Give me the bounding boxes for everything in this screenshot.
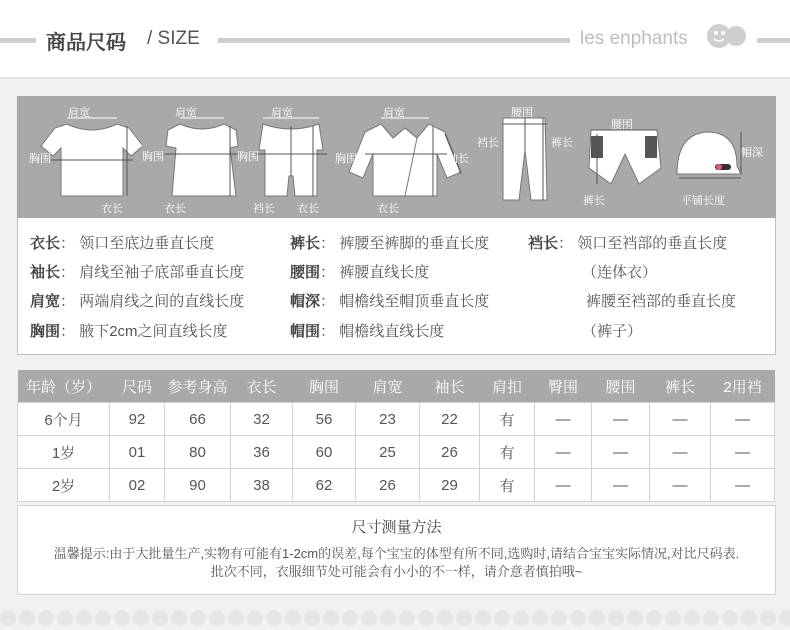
table-cell: 25 bbox=[356, 436, 420, 469]
table-cell: 2岁 bbox=[18, 469, 110, 502]
tshirt-label-shoulder: 肩宽 bbox=[68, 107, 90, 119]
header-size: 尺码 bbox=[110, 370, 165, 403]
table-cell: 32 bbox=[231, 403, 293, 436]
dress-label-shoulder: 肩宽 bbox=[175, 107, 197, 119]
tshirt-label-length: 衣长 bbox=[101, 203, 123, 215]
header-waist: 腰围 bbox=[592, 370, 650, 403]
table-row bbox=[18, 469, 775, 502]
table-cell: 62 bbox=[293, 469, 356, 502]
header-bar bbox=[0, 0, 790, 78]
definition-waist: 腰围： 裤腰直线长度 bbox=[290, 264, 430, 281]
table-cell: 1岁 bbox=[18, 436, 110, 469]
table-cell: — bbox=[711, 436, 775, 469]
header-sleeve: 袖长 bbox=[420, 370, 480, 403]
table-cell: — bbox=[592, 469, 650, 502]
header-pants-length: 裤长 bbox=[650, 370, 711, 403]
definition-crotch-pants-note: （裤子） bbox=[582, 323, 643, 340]
table-cell: 02 bbox=[110, 469, 165, 502]
table-cell: 56 bbox=[293, 403, 356, 436]
romper-label-chest: 胸围 bbox=[237, 151, 259, 163]
definition-length: 衣长： 领口至底边垂直长度 bbox=[30, 235, 215, 252]
shorts-label-waist: 腰围 bbox=[611, 119, 633, 131]
hat-label-flat-length: 平铺长度 bbox=[681, 195, 725, 207]
shorts-label-length: 裤长 bbox=[583, 195, 605, 207]
measurement-definitions bbox=[17, 218, 776, 355]
dress-label-chest: 胸围 bbox=[142, 151, 164, 163]
jacket-label-chest: 胸围 bbox=[335, 153, 357, 165]
hat-diagram bbox=[667, 104, 775, 214]
size-table bbox=[17, 370, 774, 502]
table-cell: — bbox=[650, 403, 711, 436]
jacket-label-length: 衣长 bbox=[377, 203, 399, 215]
header-rule-right bbox=[757, 38, 790, 43]
romper-label-crotch: 裆长 bbox=[253, 203, 275, 215]
table-cell: 36 bbox=[231, 436, 293, 469]
definition-crotch-romper-note: （连体衣） bbox=[582, 264, 658, 281]
definition-hat-circumference: 帽围： 帽檐线直线长度 bbox=[290, 323, 445, 340]
tshirt-diagram bbox=[27, 104, 142, 214]
table-cell: — bbox=[535, 403, 592, 436]
pants-diagram bbox=[475, 104, 580, 214]
table-cell: 23 bbox=[356, 403, 420, 436]
table-cell: 66 bbox=[165, 403, 231, 436]
table-cell: 26 bbox=[420, 436, 480, 469]
definition-shoulder: 肩宽： 两端肩线之间的直线长度 bbox=[30, 293, 245, 310]
garment-diagram-band bbox=[17, 96, 776, 218]
table-cell: — bbox=[711, 469, 775, 502]
jacket-label-sleeve: 袖长 bbox=[447, 153, 469, 165]
measurement-notes bbox=[17, 505, 776, 595]
header-height: 参考身高 bbox=[165, 370, 231, 403]
brand-name: les enphants bbox=[580, 28, 688, 49]
jacket-label-shoulder: 肩宽 bbox=[383, 107, 405, 119]
table-cell: 有 bbox=[480, 436, 535, 469]
header-shoulder-button: 肩扣 bbox=[480, 370, 535, 403]
definition-crotch-pants: 裤腰至裆部的垂直长度 bbox=[586, 293, 737, 310]
table-cell: — bbox=[535, 469, 592, 502]
romper-label-length: 衣长 bbox=[297, 203, 319, 215]
romper-diagram bbox=[237, 104, 337, 214]
table-cell: 22 bbox=[420, 403, 480, 436]
definition-chest: 胸围： 腋下2cm之间直线长度 bbox=[30, 323, 228, 340]
pants-icon bbox=[475, 104, 580, 214]
section-subtitle: / SIZE bbox=[147, 28, 200, 49]
table-cell: 60 bbox=[293, 436, 356, 469]
table-cell: — bbox=[592, 403, 650, 436]
definition-sleeve: 袖长： 肩线至袖子底部垂直长度 bbox=[30, 264, 245, 281]
table-cell: 26 bbox=[356, 469, 420, 502]
dress-label-length: 衣长 bbox=[164, 203, 186, 215]
jacket-diagram bbox=[335, 104, 480, 214]
pants-label-waist: 腰围 bbox=[511, 107, 533, 119]
table-cell: 6个月 bbox=[18, 403, 110, 436]
table-row bbox=[18, 403, 775, 436]
header-divider bbox=[0, 77, 790, 79]
table-cell: — bbox=[535, 436, 592, 469]
section-title: 商品尺码 bbox=[46, 32, 126, 54]
pants-label-length: 裤长 bbox=[551, 137, 573, 149]
table-cell: 有 bbox=[480, 469, 535, 502]
header-rule-middle bbox=[218, 38, 570, 43]
header-hip: 臀围 bbox=[535, 370, 592, 403]
table-cell: 29 bbox=[420, 469, 480, 502]
size-table-header-row bbox=[18, 370, 775, 403]
table-cell: 有 bbox=[480, 403, 535, 436]
table-cell: — bbox=[650, 469, 711, 502]
table-cell: — bbox=[650, 436, 711, 469]
definition-pants-length: 裤长： 裤腰至裤脚的垂直长度 bbox=[290, 235, 490, 252]
table-cell: 38 bbox=[231, 469, 293, 502]
pants-label-crotch: 裆长 bbox=[477, 137, 499, 149]
scalloped-border-decoration bbox=[0, 604, 790, 630]
table-cell: 80 bbox=[165, 436, 231, 469]
notes-tip-line-2: 批次不同，衣服细节处可能会有小小的不一样，请介意者慎拍哦~ bbox=[210, 564, 583, 579]
table-cell: — bbox=[711, 403, 775, 436]
table-cell: 90 bbox=[165, 469, 231, 502]
header-shoulder: 肩宽 bbox=[356, 370, 420, 403]
header-rule-left bbox=[0, 38, 36, 43]
brand-logo-icon bbox=[702, 22, 752, 50]
notes-title: 尺寸测量方法 bbox=[351, 519, 442, 536]
table-cell: — bbox=[592, 436, 650, 469]
definition-hat-depth: 帽深： 帽檐线至帽顶垂直长度 bbox=[290, 293, 490, 310]
dress-diagram bbox=[142, 104, 247, 214]
header-age: 年龄（岁） bbox=[18, 370, 110, 403]
header-chest: 胸围 bbox=[293, 370, 356, 403]
notes-tip-line-1: 温馨提示:由于大批量生产,实物有可能有1-2cm的误差,每个宝宝的体型有所不同,选购时,请结合宝宝实际情况,对比尺码表. bbox=[53, 546, 740, 561]
header-length: 衣长 bbox=[231, 370, 293, 403]
shorts-diagram bbox=[577, 104, 667, 214]
definition-crotch: 裆长： 领口至裆部的垂直长度 bbox=[528, 235, 728, 252]
table-cell: 01 bbox=[110, 436, 165, 469]
header-two-way-crotch: 2用裆 bbox=[711, 370, 775, 403]
tshirt-label-chest: 胸围 bbox=[29, 153, 51, 165]
table-row bbox=[18, 436, 775, 469]
table-cell: 92 bbox=[110, 403, 165, 436]
romper-label-shoulder: 肩宽 bbox=[271, 107, 293, 119]
hat-label-depth: 帽深 bbox=[741, 147, 763, 159]
